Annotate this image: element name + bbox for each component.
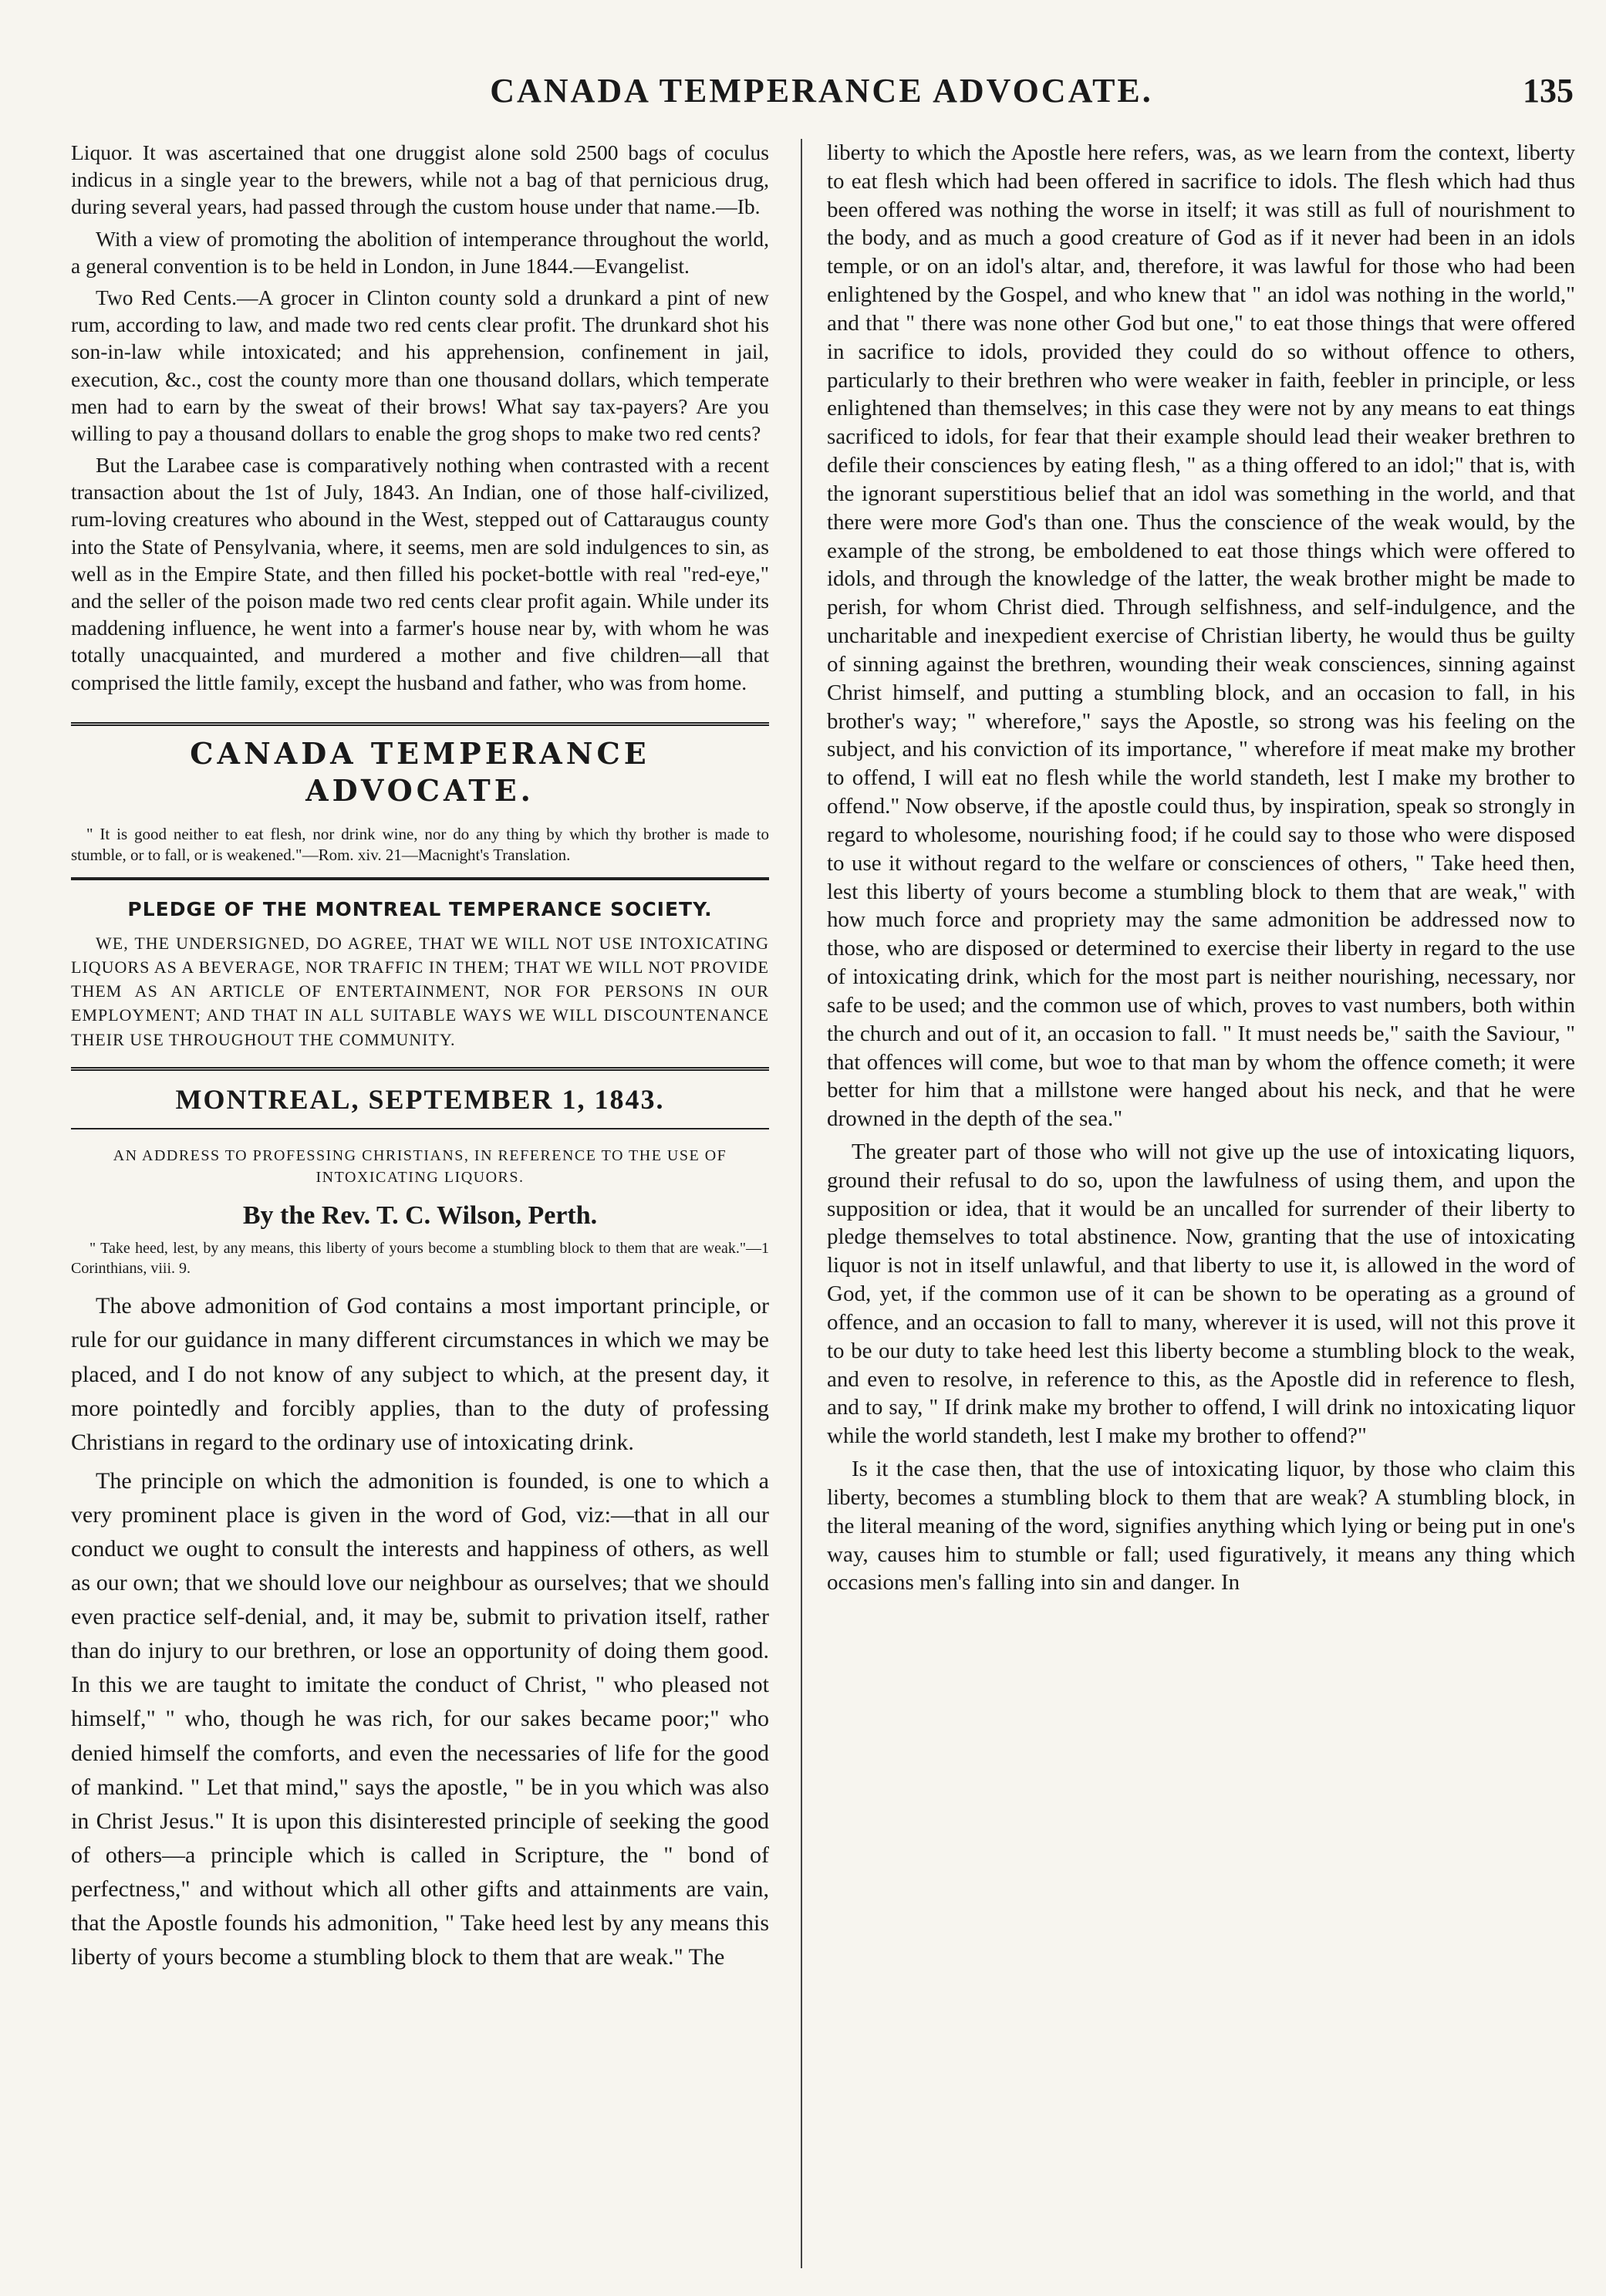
paragraph: But the Larabee case is comparatively nothing when contrasted with a recent transaction about the 1st of July, 1843. An Indian, one of those half-civilized, rum-loving creatures who abound in the West, stepped out of Cattaraugus county into the State of Pensylvania, where, it seems, men are sold indulgences to sin, as well as in the Empire State, and then filled his pocket-bottle with real "red-eye," and the seller of the poison made two red cents clear profit again. While under its maddening influence, he went into a farmer's house near by, with whom he was totally unacquainted, and murdered a mother and five children—all that comprised the little family, except the husband and father, who was from home.	[71, 453, 769, 694]
divider	[71, 877, 769, 880]
article-title: AN ADDRESS TO PROFESSING CHRISTIANS, IN REFERENCE TO THE USE OF INTOXICATING LIQUORS.	[113, 1146, 727, 1186]
pledge-text: WE, THE UNDERSIGNED, DO AGREE, THAT WE WILL NOT USE INTOXICATING LIQUORS AS A BEVERAGE, NOR TRAFFIC IN THEM; THAT WE WILL NOT PROVIDE THEM AS AN ARTICLE OF ENTERTAINMENT, NOR FOR PERSONS IN OUR EMPLOYMENT; AND THAT IN ALL SUITABLE WAYS WE WILL DISCOUNTENANCE THEIR USE THROUGHOUT THE COMMUNITY.	[71, 933, 769, 1049]
paragraph: The greater part of those who will not give up the use of intoxicating liquors, ground their refusal to do so, upon the lawfulness of using them, and upon the supposition or idea, that it would be an uncalled for surrender of their liberty to pledge themselves to total abstinence. Now, granting that the use of intoxicating liquor is not in itself unlawful, and that liberty to use it, is allowed in the word of God, yet, if the common use of it can be shown to be operating as a ground of offence, and an occasion to fall to many, wherever it is used, will not this prove it to be our duty to take heed lest this liberty become a stumbling block to the weak, and even to resolve, in reference to this, as the Apostle did in reference to flesh, and to say, " If drink make my brother to offend, I will drink no intoxicating liquor while the world standeth, lest I make my brother to offend?"	[827, 1139, 1575, 1449]
epigraph: " Take heed, lest, by any means, this liberty of yours become a stumbling block to them that are weak."—1 Corinthians, viii. 9.	[71, 1240, 769, 1278]
paragraph: liberty to which the Apostle here refers, was, as we learn from the context, liberty to eat flesh which had been offered in sacrifice to idols. The flesh which had thus been offered was nothing the worse in itself; it was still as full of nourishment to the body, and as much a good creature of God as if it never had been in an idols temple, or on an idol's altar, and, therefore, it was lawful for those who had been enlightened by the Gospel, and who knew that " an idol was nothing in the world," and that " there was none other God but one," to eat those things that were offered in sacrifice to idols, provided they could do so without offence to others, particularly to their brethren who were weaker in faith, feebler in principle, or less enlightened than themselves; in this case they were not by any means to eat things sacrificed to idols, for fear that their example should lead their weaker brethren to defile their consciences by eating flesh, " as a thing offered to an idol;" that is, with the ignorant superstitious belief that an idol was something in the world, and that there were more God's than one. Thus the conscience of the weak would, by the example of the strong, be emboldened to eat those things which were offered to idols, and through the knowledge of the latter, the weak brother might be made to perish, for whom Christ died. Through selfishness, and self-indulgence, and the uncharitable and inexpedient exercise of Christian liberty, he would thus be guilty of sinning against the brethren, wounding their weak consciences, sinning against Christ himself, and putting a stumbling block, and an occasion to fall, in his brother's way; " wherefore," says the Apostle, so strong was his feeling on the subject, and his conviction of its importance, " wherefore if meat make my brother to offend, I will eat no flesh while the world standeth, lest I make my brother to offend." Now observe, if the apostle could thus, by inspiration, speak so strongly in regard to wholesome, nourishing food; if he could say to those who were disposed to use it without regard to the welfare or consciences of others, " Take heed then, lest this liberty of yours become a stumbling block to them that are weak," with how much force and propriety may the same admonition be addressed now to those, who are disposed or determined to exercise their liberty in regard to the use of intoxicating drink, which for the most part is neither nourishing, necessary, nor safe to be used; and the common use of which, proves to vast numbers, both within the church and out of it, an occasion to fall. " It must needs be," saith the Saviour, " that offences will come, but woe to that man by whom the offence cometh; it were better for him that a millstone were hanged about his neck, and that he were drowned in the depth of the sea."	[827, 140, 1575, 1132]
pledge-title: PLEDGE OF THE MONTREAL TEMPERANCE SOCIETY.	[127, 897, 713, 920]
byline: By the Rev. T. C. Wilson, Perth.	[242, 1200, 598, 1230]
running-head	[69, 71, 1574, 117]
column-divider	[801, 139, 802, 2268]
running-title: CANADA TEMPERANCE ADVOCATE.	[490, 72, 1153, 110]
paragraph: With a view of promoting the abolition of intemperance throughout the world, a general convention is to be held in London, in June 1844.—Evangelist.	[71, 226, 769, 278]
divider	[71, 1128, 769, 1129]
paragraph: The above admonition of God contains a most important principle, or rule for our guidance in many different circumstances in which we may be placed, and I do not know of any subject to which, at the present day, it more pointedly and forcibly applies, than to the duty of professing Christians in regard to the ordinary use of intoxicating drink.	[71, 1293, 769, 1455]
paragraph: Two Red Cents.—A grocer in Clinton county sold a drunkard a pint of new rum, according to law, and made two red cents clear profit. The drunkard shot his son-in-law while intoxicated; and his apprehension, confinement in jail, execution, &c., cost the county more than one thousand dollars, which temperate men had to earn by the sweat of their brows! What say tax-payers? Are you willing to pay a thousand dollars to enable the grog shops to make two red cents?	[71, 285, 769, 445]
masthead: CANADA TEMPERANCE ADVOCATE.	[71, 722, 769, 810]
paragraph: Is it the case then, that the use of intoxicating liquor, by those who claim this liberty, becomes a stumbling block to them that are weak? A stumbling block, in the literal meaning of the word, signifies anything which lying or being put in one's way, causes him to stumble or fall; used figuratively, it means any thing which occasions men's falling into sin and danger. In	[827, 1457, 1575, 1595]
right-column	[827, 139, 1575, 1602]
paragraph: The principle on which the admonition is founded, is one to which a very prominent place is given in the word of God, viz:—that in all our conduct we ought to consult the interests and happiness of others, as well as our own; that we should love our neighbour as ourselves; that we should even practice self-denial, and, it may be, submit to privation itself, rather than do injury to our brethren, or lose an opportunity of doing them good. In this we are taught to imitate the conduct of Christ, " who pleased not himself," " who, though he was rich, for our sakes became poor;" who denied himself the comforts, and even the necessaries of life for the good of mankind. " Let that mind," says the apostle, " be in you which was also in Christ Jesus." It is upon this disinterested principle of seeking the good of others—a principle which is called in Scripture, the " bond of perfectness," and without which all other gifts and attainments are vain, that the Apostle founds his admonition, " Take heed lest by any means this liberty of yours become a stumbling block to them that are weak." The	[71, 1467, 769, 1970]
page-number: 135	[1523, 72, 1574, 110]
dateline: MONTREAL, SEPTEMBER 1, 1843.	[71, 1067, 769, 1117]
paragraph: Liquor. It was ascertained that one druggist alone sold 2500 bags of coculus indicus in a single year to the brewers, while not a bag of that pernicious drug, during several years, had passed through the custom house under that name.—Ib.	[71, 140, 769, 219]
motto: " It is good neither to eat flesh, nor drink wine, nor do any thing by which thy brother is made to stumble, or to fall, or is weakened."—Rom. xiv. 21—Macnight's Translation.	[71, 825, 769, 865]
left-column	[71, 139, 769, 1979]
